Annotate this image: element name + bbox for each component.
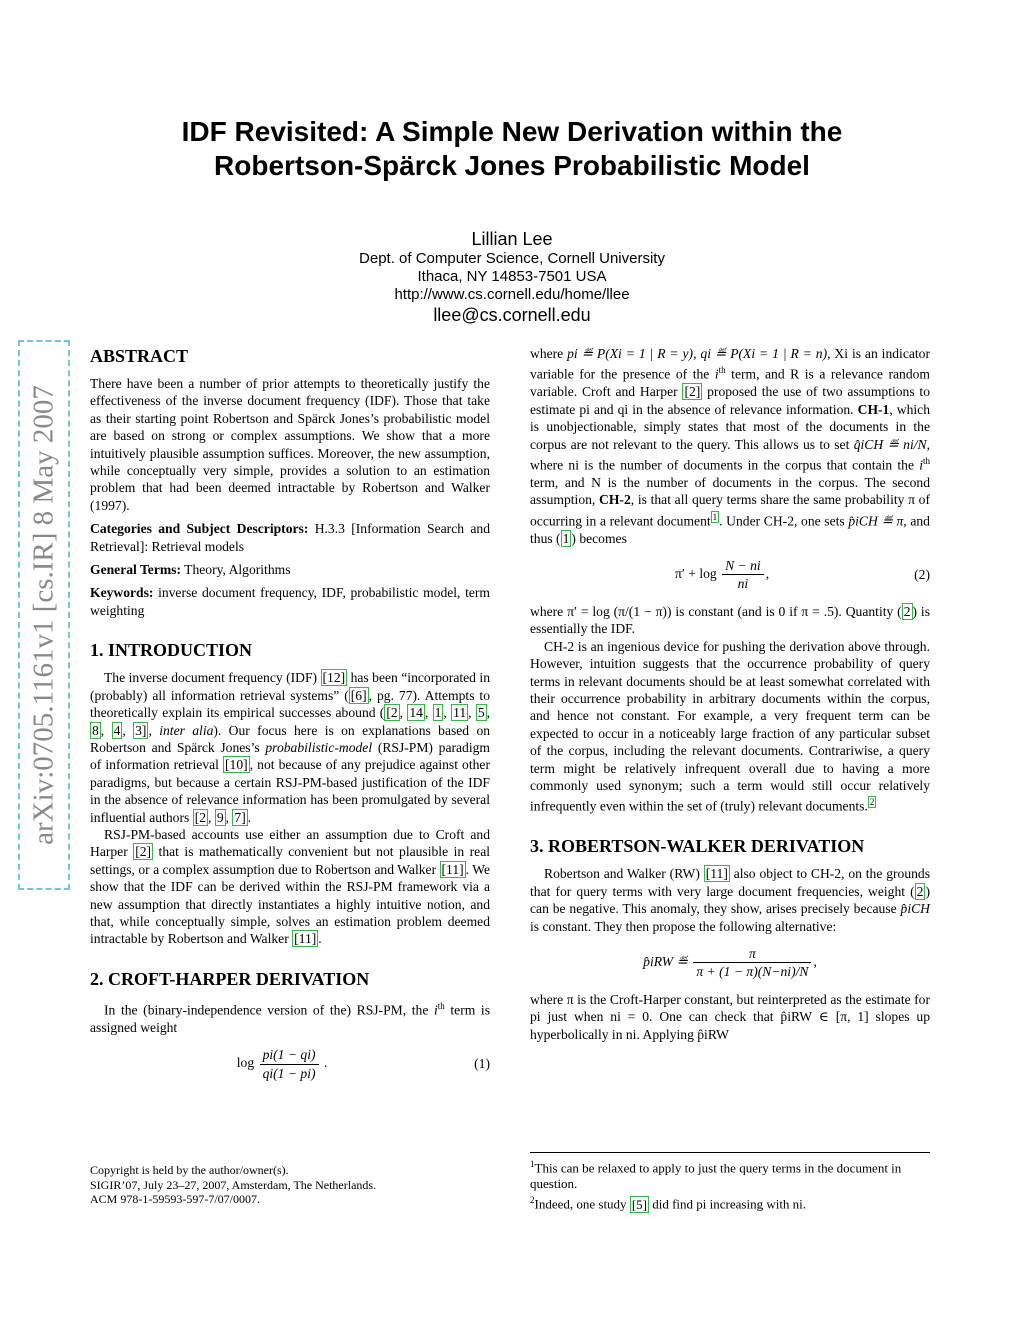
author-email[interactable]: llee@cs.cornell.edu [433, 305, 591, 325]
right-para-2: where π′ = log (π/(1 − π)) is constant (and is 0 if π = .5). Quantity ( 2 ) is essentially the IDF. [530, 603, 930, 637]
ref-link[interactable]: [11] [705, 866, 728, 882]
copyright-block: Copyright is held by the author/owner(s). SIGIR’07, July 23–27, 2007, Amsterdam, The Netherlands. ACM 978-1-59593-597-7/07/0007. [90, 1163, 377, 1206]
footnote-link[interactable]: 1 [712, 511, 718, 522]
ref-link[interactable]: [2] [135, 844, 152, 860]
footnote-1: $^1$This can be relaxed to apply to just the query terms in the document in question. [530, 1159, 902, 1192]
ref-link[interactable]: [11] [294, 931, 317, 947]
ref-link[interactable]: [2] [684, 384, 701, 400]
keywords-text: inverse document frequency, IDF, probabilistic model, term weighting [90, 585, 490, 618]
equation-number: (1) [474, 1056, 490, 1072]
author-city: Ithaca, NY 14853-7501 USA [417, 268, 607, 285]
author-name: Lillian Lee [471, 229, 553, 249]
footnotes [530, 1152, 930, 1213]
equation-3: p̂iRW ≝ $\frac{\pi}{\pi + (1 - \pi)(N-ni)/N}$ , [643, 945, 817, 980]
ref-link[interactable]: [2 [194, 809, 207, 825]
general-terms-text: Theory, Algorithms [181, 562, 291, 578]
ref-link[interactable]: [11] [441, 861, 464, 877]
abstract-heading: ABSTRACT [90, 346, 189, 366]
title-line-1: IDF Revisited: A Simple New Derivation within the [181, 116, 843, 147]
arxiv-stamp [18, 340, 70, 890]
eq-link[interactable]: 2 [903, 603, 911, 619]
general-terms-label: General Terms: [90, 562, 181, 578]
footnote-link[interactable]: 2 [869, 797, 875, 808]
categories-para [90, 520, 490, 555]
ref-link[interactable]: 11 [453, 705, 467, 721]
croft-heading: 2. CROFT-HARPER DERIVATION [90, 968, 370, 989]
ref-link[interactable]: 14 [409, 705, 423, 721]
rw-para-1: Robertson and Walker (RW) [11] also object to CH-2, on the grounds that for query terms with very large document frequencies, weight ( 2 ) can be negative. This anomaly, they show, arises precisely because p̂iCH is constant. They then propose the following alternative: [530, 866, 931, 934]
right-para-3: CH-2 is an ingenious device for pushing the derivation above through. However, intuition suggests that the occurrence probability of query terms in relevant documents should be at least somewhat correlated with their occurrence probability in arbitrary documents within the corpus, and hence not constant. For example, a very frequent term can be expected to occur in a noticeably large fraction of any particular subset of the corpus, including the relevant documents. Contrariwise, a query term might be relatively infrequent overall due to having a more commonly used synonym; such a term would still occur relatively infrequently even within the set of (truly) relevant documents. $^2$ [530, 638, 930, 814]
eq-link[interactable]: 2 [916, 883, 924, 899]
categories-label: Categories and Subject Descriptors: [90, 521, 309, 537]
eq-link[interactable]: 1 [562, 530, 570, 546]
equation-2: π′ + log $\frac{N - ni}{ni}$ , (2) [675, 558, 930, 592]
intro-heading: 1. INTRODUCTION [90, 640, 253, 661]
equation-1: log $\frac{pi(1 - qi)}{qi(1 - pi)}$ . (1) [236, 1047, 490, 1081]
author-dept: Dept. of Computer Science, Cornell University [359, 250, 665, 267]
ref-link[interactable]: 8 [92, 722, 99, 738]
arxiv-stamp-text: arXiv:0705.1161v1 [cs.IR] 8 May 2007 [27, 385, 60, 845]
ref-link[interactable]: 4 [113, 722, 121, 738]
keywords-para [90, 584, 490, 619]
categories-text: H.3.3 [Information Search and Retrieval]: Retrieval models [90, 521, 490, 554]
author-block [0, 228, 1024, 326]
ref-link[interactable]: 5 [477, 705, 485, 721]
keywords-label: Keywords: [90, 585, 154, 601]
intro-para-2: RSJ-PM-based accounts use either an assumption due to Croft and Harper [2] that is mathematically convenient but not plausible in real settings, or a complex assumption due to Robertson and Walker [11] . We show that the IDF can be derived within the RSJ-PM framework via a new assumption that directly instantiates a highly intuitive notion, and that, while conceptually simple, solves an estimation problem deemed intractable by Robertson and Walker [11] . [90, 826, 491, 947]
ref-link[interactable]: [10] [225, 757, 248, 773]
right-column [530, 345, 930, 1043]
right-para-1: where pi ≝ P(Xi = 1 | R = y), qi ≝ P(Xi = 1 | R = n), Xi is an indicator variable for the presence of the $i^{th}$ term, and R is a relevance random variable. Croft and Harper [2] proposed the use of two assumptions to estimate pi and qi in the absence of relevance information. CH-1, which is unobjectionable, simply states that most of the documents in the corpus are not relevant to the query. This allows us to set q̂iCH ≝ ni/N, where ni is the number of documents in the corpus that contain the $i^{th}$ term, and N is the number of documents in the corpus. The second assumption, CH-2, is that all query terms share the same probability π of occurring in a relevant document $^1$ . Under CH-2, one sets p̂iCH ≝ π, and thus ( 1 ) becomes [530, 346, 931, 546]
general-terms-para [90, 561, 490, 578]
ref-link[interactable]: 3] [135, 722, 147, 738]
author-url[interactable]: http://www.cs.cornell.edu/home/llee [394, 286, 630, 303]
ref-link[interactable]: [2 [386, 705, 398, 721]
rw-heading: 3. ROBERTSON-WALKER DERIVATION [530, 836, 865, 857]
ref-link[interactable]: 1 [434, 705, 442, 721]
ref-link[interactable]: [6] [350, 687, 367, 703]
intro-para-1: The inverse document frequency (IDF) [12] has been “incorporated in (probably) all information retrieval systems” ( [6] , pg. 77). Attempts to theoretically explain its empirical successes abound ( [2 , 14 , 1 , 11 , 5 , 8 , 4 , 3] , inter alia). Our focus here is on explanations based on Robertson and Spärck Jones’s probabilistic-model (RSJ-PM) paradigm of information retrieval [10] , not because of any prejudice against other paradigms, but because a certain RSJ-PM-based justification of the IDF in the absence of relevance information has been promulgated by several influential authors [2 , 9 , 7] . [90, 670, 491, 825]
footnote-2: $^2$Indeed, one study [5] did find pi increasing with ni. [530, 1195, 807, 1212]
ref-link[interactable]: [12] [322, 670, 346, 686]
abstract-text: There have been a number of prior attempts to theoretically justify the effectiveness of the inverse document frequency (IDF). Those that take as their starting point Robertson and Spärck Jones’s probabilistic model are based on strong or complex assumptions. We show that a more intuitively plausible assumption suffices. Moreover, the new assumption, while conceptually very simple, provides a solution to an estimation problem that had been deemed intractable by Robertson and Walker (1997). [90, 376, 490, 513]
croft-para: In the (binary-independence version of the) RSJ-PM, the $i^{th}$ term is assigned weight [90, 1000, 490, 1035]
ref-link[interactable]: 7] [234, 809, 246, 825]
title-line-2: Robertson-Spärck Jones Probabilistic Model [214, 150, 810, 181]
ref-link[interactable]: [5] [631, 1196, 647, 1212]
paper-title [0, 115, 1024, 183]
left-column [90, 345, 490, 1092]
rw-para-2: where π is the Croft-Harper constant, but reinterpreted as the estimate for pi just when ni = 0. One can check that p̂iRW ∈ [π, 1] slopes up hyperbolically in ni. Applying p̂iRW [530, 991, 930, 1042]
equation-number: (2) [914, 567, 930, 583]
ref-link[interactable]: 9 [216, 809, 224, 825]
